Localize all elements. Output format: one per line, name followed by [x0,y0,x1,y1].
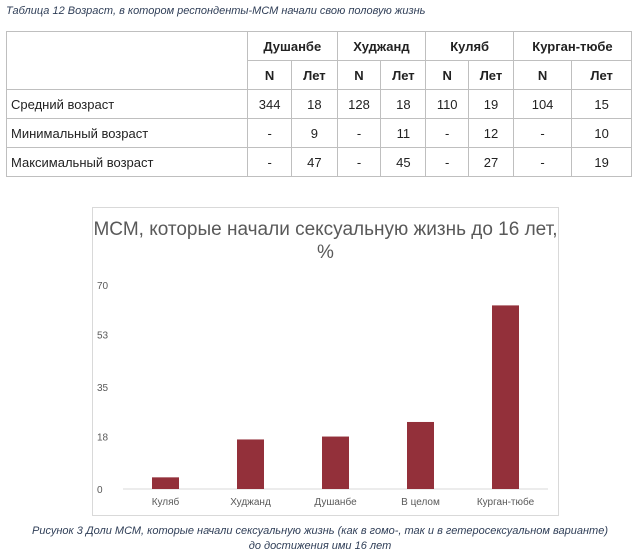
x-tick-label: В целом [401,497,440,508]
column-subheader: Лет [469,61,514,90]
figure-caption [0,524,640,554]
city-header: Душанбе [248,32,338,61]
table-cell: 45 [381,148,426,177]
x-tick-label: Худжанд [230,497,271,508]
x-tick-label: Курган-тюбе [476,497,535,508]
table-row [7,119,632,148]
table-caption: Таблица 12 Возраст, в котором респонденты-МСМ начали свою половую жизнь [6,5,426,17]
y-tick-label: 18 [97,432,109,444]
table-cell: - [513,119,571,148]
column-subheader: Лет [381,61,426,90]
y-tick-label: 35 [97,383,109,394]
table-cell: 27 [469,148,514,177]
bar [492,305,519,489]
x-tick-label: Душанбе [314,497,357,508]
y-tick-label: 70 [97,281,109,292]
column-subheader: N [513,61,571,90]
table-cell: - [337,119,381,148]
row-label: Средний возраст [7,90,248,119]
chart-title: МСМ, которые начали сексуальную жизнь до 16 лет, % [93,219,558,263]
city-header: Куляб [426,32,514,61]
bar [407,422,434,489]
bar [237,439,264,489]
column-subheader: Лет [292,61,337,90]
table-cell: 18 [381,90,426,119]
bar [152,477,179,489]
city-header: Худжанд [337,32,426,61]
table-cell: - [426,148,469,177]
table-cell: - [337,148,381,177]
age-table [6,31,632,177]
column-subheader: N [248,61,292,90]
bar-chart [93,208,558,515]
x-tick-label: Куляб [151,497,180,508]
table-cell: 47 [292,148,337,177]
table-header-row [7,32,632,61]
table-cell: - [426,119,469,148]
table-cell: 12 [469,119,514,148]
table-row [7,148,632,177]
table-cell: 15 [572,90,632,119]
table-cell: 19 [572,148,632,177]
table-cell: 18 [292,90,337,119]
chart-frame [92,207,559,516]
y-tick-label: 0 [97,485,103,496]
table-cell: 104 [513,90,571,119]
table-cell: - [513,148,571,177]
table-cell: 344 [248,90,292,119]
y-tick-label: 53 [97,330,109,342]
table-cell: 10 [572,119,632,148]
row-label: Минимальный возраст [7,119,248,148]
table-cell: 9 [292,119,337,148]
column-subheader: N [337,61,381,90]
table-cell: 128 [337,90,381,119]
column-subheader: N [426,61,469,90]
table-cell: 19 [469,90,514,119]
table-row [7,90,632,119]
row-label: Максимальный возраст [7,148,248,177]
figure-caption-line-2: до достижения ими 16 лет [248,540,392,552]
table-cell: - [248,119,292,148]
table-cell: - [248,148,292,177]
figure-caption-line-1: Рисунок 3 Доли МСМ, которые начали сексуальную жизнь (как в гомо-, так и в гетеросексуальном варианте) [31,525,608,537]
table-cell: 11 [381,119,426,148]
table-cell: 110 [426,90,469,119]
city-header: Курган-тюбе [513,32,631,61]
bar [322,437,349,489]
table-corner [7,32,248,90]
column-subheader: Лет [572,61,632,90]
